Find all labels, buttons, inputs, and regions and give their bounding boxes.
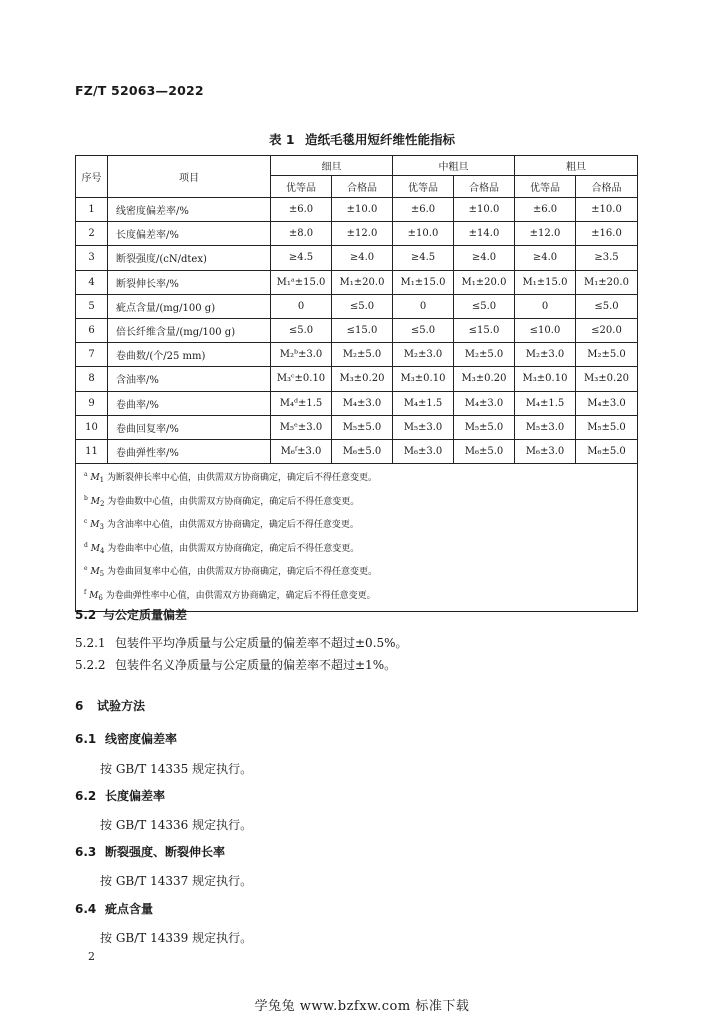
table-cell: M₂±3.0 <box>515 343 576 367</box>
row-item: 卷曲弹性率/% <box>108 439 271 463</box>
table-cell: ±6.0 <box>393 198 454 222</box>
table-footnote <box>84 537 637 561</box>
table-cell: ±10.0 <box>332 198 393 222</box>
fiber-spec-table <box>75 155 638 612</box>
footnote-text: 为卷曲回复率中心值，由供需双方协商确定，确定后不得任意变更。 <box>107 567 378 578</box>
table-row <box>76 294 638 318</box>
footnote-text: 为卷曲数中心值，由供需双方协商确定，确定后不得任意变更。 <box>107 496 360 507</box>
table-cell: M₅±5.0 <box>576 415 638 439</box>
table-cell: ±6.0 <box>271 198 332 222</box>
table-cell: ≤5.0 <box>332 294 393 318</box>
table-cell: ±12.0 <box>515 222 576 246</box>
table-cell: M₆±3.0 <box>515 439 576 463</box>
section-title: 试验方法 <box>97 699 146 713</box>
footnote-mark: c <box>84 518 88 526</box>
footnote-subscript: 5 <box>99 570 105 579</box>
row-number: 3 <box>76 246 108 270</box>
table-cell: M₆±3.0 <box>393 439 454 463</box>
table-cell: ≤20.0 <box>576 318 638 342</box>
table-notes-row <box>76 464 638 612</box>
row-number: 11 <box>76 439 108 463</box>
table-row <box>76 246 638 270</box>
table-row <box>76 415 638 439</box>
row-number: 5 <box>76 294 108 318</box>
section-6-3-text: 按 GB/T 14337 规定执行。 <box>100 874 253 888</box>
group-header-fine: 细旦 <box>271 156 393 176</box>
section-6-4-heading <box>75 900 153 917</box>
footer-watermark: 学兔兔 www.bzfxw.com 标准下载 <box>254 999 470 1014</box>
standard-number-header: FZ/T 52063—2022 <box>75 83 204 98</box>
table-cell: 0 <box>515 294 576 318</box>
row-item: 倍长纤维含量/(mg/100 g) <box>108 318 271 342</box>
row-item: 含油率/% <box>108 367 271 391</box>
footnote-mark: b <box>84 494 88 502</box>
table-cell: M₄±1.5 <box>393 391 454 415</box>
table-cell: M₄±3.0 <box>576 391 638 415</box>
table-cell: M₃±0.10 <box>515 367 576 391</box>
footnote-symbol: M <box>90 543 100 554</box>
table-cell: M₃±0.20 <box>454 367 515 391</box>
section-title: 线密度偏差率 <box>105 732 178 746</box>
table-cell: M₁±20.0 <box>576 270 638 294</box>
grade-header: 合格品 <box>332 176 393 198</box>
table-cell: M₁ᵃ±15.0 <box>271 270 332 294</box>
table-cell: ≤5.0 <box>576 294 638 318</box>
table-cell: M₄±1.5 <box>515 391 576 415</box>
row-number: 6 <box>76 318 108 342</box>
section-6-1-text: 按 GB/T 14335 规定执行。 <box>100 762 253 776</box>
row-number: 4 <box>76 270 108 294</box>
table-cell: ≤5.0 <box>393 318 454 342</box>
table-cell: M₃±0.20 <box>332 367 393 391</box>
grade-header: 优等品 <box>393 176 454 198</box>
section-title: 断裂强度、断裂伸长率 <box>105 845 226 859</box>
table-cell: ±10.0 <box>393 222 454 246</box>
table-row <box>76 343 638 367</box>
table-cell: M₂±5.0 <box>454 343 515 367</box>
section-5-2-heading <box>75 606 187 623</box>
table-cell: 0 <box>393 294 454 318</box>
table-cell: M₄±3.0 <box>332 391 393 415</box>
footnote-mark: e <box>84 565 88 573</box>
footnote-subscript: 1 <box>99 476 105 485</box>
table-footnote <box>84 584 637 608</box>
table-cell: M₃ᶜ±0.10 <box>271 367 332 391</box>
table-cell: M₆±5.0 <box>454 439 515 463</box>
row-item: 断裂伸长率/% <box>108 270 271 294</box>
table-cell: ≥4.5 <box>393 246 454 270</box>
table-caption-title: 造纸毛毯用短纤维性能指标 <box>304 132 455 147</box>
table-cell: M₅ᵉ±3.0 <box>271 415 332 439</box>
table-row <box>76 367 638 391</box>
clause-5-2-1 <box>75 634 408 651</box>
row-number: 8 <box>76 367 108 391</box>
section-number: 6.1 <box>75 732 97 746</box>
clause-number: 5.2.2 <box>75 658 106 672</box>
table-cell: ≤15.0 <box>454 318 515 342</box>
table-footnote <box>84 466 637 490</box>
table-row <box>76 391 638 415</box>
table-cell: ≤5.0 <box>454 294 515 318</box>
table-cell: M₂±3.0 <box>393 343 454 367</box>
table-cell: M₂ᵇ±3.0 <box>271 343 332 367</box>
table-cell: M₄ᵈ±1.5 <box>271 391 332 415</box>
row-item: 卷曲数/(个/25 mm) <box>108 343 271 367</box>
table-cell: ≥4.5 <box>271 246 332 270</box>
table-cell: M₁±15.0 <box>393 270 454 294</box>
row-number: 1 <box>76 198 108 222</box>
group-header-coarse: 粗旦 <box>515 156 638 176</box>
section-6-1-heading <box>75 730 177 747</box>
footnote-subscript: 2 <box>99 499 105 508</box>
footnote-symbol: M <box>89 591 99 602</box>
row-number: 7 <box>76 343 108 367</box>
table-cell: ≥3.5 <box>576 246 638 270</box>
row-item: 疵点含量/(mg/100 g) <box>108 294 271 318</box>
table-cell: M₆±5.0 <box>576 439 638 463</box>
table-cell: M₄±3.0 <box>454 391 515 415</box>
section-6-2-heading <box>75 787 165 804</box>
table-row <box>76 198 638 222</box>
table-row <box>76 318 638 342</box>
clause-text: 包装件名义净质量与公定质量的偏差率不超过±1%。 <box>115 658 397 672</box>
footnote-subscript: 4 <box>99 546 105 555</box>
section-6-heading <box>75 697 145 714</box>
table-cell: M₅±3.0 <box>515 415 576 439</box>
table-row <box>76 222 638 246</box>
table-cell: M₂±5.0 <box>332 343 393 367</box>
col-header-item: 项目 <box>108 156 271 198</box>
section-number: 6.2 <box>75 789 97 803</box>
grade-header: 优等品 <box>515 176 576 198</box>
section-6-4-text: 按 GB/T 14339 规定执行。 <box>100 931 253 945</box>
table-cell: ≥4.0 <box>454 246 515 270</box>
footnote-symbol: M <box>90 473 100 484</box>
section-title: 与公定质量偏差 <box>103 608 188 622</box>
grade-header: 合格品 <box>454 176 515 198</box>
group-header-medium: 中粗旦 <box>393 156 515 176</box>
grade-header: 优等品 <box>271 176 332 198</box>
table-cell: ≤10.0 <box>515 318 576 342</box>
section-6-2-text: 按 GB/T 14336 规定执行。 <box>100 818 253 832</box>
table-cell: ±6.0 <box>515 198 576 222</box>
table-cell: ≤5.0 <box>271 318 332 342</box>
footnote-symbol: M <box>90 520 100 531</box>
table-cell: M₅±3.0 <box>393 415 454 439</box>
clause-number: 5.2.1 <box>75 636 106 650</box>
table-row <box>76 439 638 463</box>
table-cell: M₃±0.10 <box>393 367 454 391</box>
section-number: 6.3 <box>75 845 97 859</box>
table-row <box>76 270 638 294</box>
section-number: 5.2 <box>75 608 97 622</box>
table-cell: ±14.0 <box>454 222 515 246</box>
table-cell: ≤15.0 <box>332 318 393 342</box>
section-number: 6.4 <box>75 902 97 916</box>
table-footnote <box>84 513 637 537</box>
table-footnote <box>84 490 637 514</box>
table-caption-label: 表 1 <box>269 132 295 147</box>
section-6-3-heading <box>75 843 225 860</box>
table-cell: 0 <box>271 294 332 318</box>
section-title: 疵点含量 <box>105 902 154 916</box>
table-footnote <box>84 560 637 584</box>
table-cell: ±8.0 <box>271 222 332 246</box>
table-cell: M₁±15.0 <box>515 270 576 294</box>
row-item: 卷曲回复率/% <box>108 415 271 439</box>
table-cell: M₅±5.0 <box>454 415 515 439</box>
clause-text: 包装件平均净质量与公定质量的偏差率不超过±0.5%。 <box>115 636 408 650</box>
section-number: 6 <box>75 699 84 713</box>
footnote-mark: d <box>84 541 88 549</box>
footnote-text: 为断裂伸长率中心值，由供需双方协商确定，确定后不得任意变更。 <box>107 473 378 484</box>
clause-5-2-2 <box>75 656 396 673</box>
row-number: 9 <box>76 391 108 415</box>
footnote-text: 为卷曲弹性率中心值，由供需双方协商确定，确定后不得任意变更。 <box>105 591 376 602</box>
row-item: 长度偏差率/% <box>108 222 271 246</box>
table-cell: ±10.0 <box>576 198 638 222</box>
row-item: 断裂强度/(cN/dtex) <box>108 246 271 270</box>
table-cell: M₅±5.0 <box>332 415 393 439</box>
table-cell: ≥4.0 <box>515 246 576 270</box>
footnote-subscript: 6 <box>98 594 103 603</box>
row-number: 10 <box>76 415 108 439</box>
footnote-mark: a <box>84 471 88 479</box>
table-cell: M₆±5.0 <box>332 439 393 463</box>
footnote-symbol: M <box>90 496 100 507</box>
section-title: 长度偏差率 <box>105 789 166 803</box>
page-number: 2 <box>88 950 95 963</box>
table-cell: ±12.0 <box>332 222 393 246</box>
table-notes <box>76 464 638 612</box>
table-cell: M₂±5.0 <box>576 343 638 367</box>
footnote-subscript: 3 <box>99 523 104 532</box>
row-item: 卷曲率/% <box>108 391 271 415</box>
col-header-seq: 序号 <box>76 156 108 198</box>
table-cell: M₃±0.20 <box>576 367 638 391</box>
footnote-text: 为含油率中心值，由供需双方协商确定，确定后不得任意变更。 <box>106 520 359 531</box>
table-cell: M₁±20.0 <box>454 270 515 294</box>
grade-header: 合格品 <box>576 176 638 198</box>
table-cell: M₁±20.0 <box>332 270 393 294</box>
table-caption <box>0 130 724 148</box>
footnote-mark: f <box>84 589 87 597</box>
row-number: 2 <box>76 222 108 246</box>
table-cell: ±16.0 <box>576 222 638 246</box>
footnote-symbol: M <box>90 567 100 578</box>
table-cell: M₆ᶠ±3.0 <box>271 439 332 463</box>
footnote-text: 为卷曲率中心值，由供需双方协商确定，确定后不得任意变更。 <box>107 543 360 554</box>
row-item: 线密度偏差率/% <box>108 198 271 222</box>
table-cell: ±10.0 <box>454 198 515 222</box>
table-cell: ≥4.0 <box>332 246 393 270</box>
